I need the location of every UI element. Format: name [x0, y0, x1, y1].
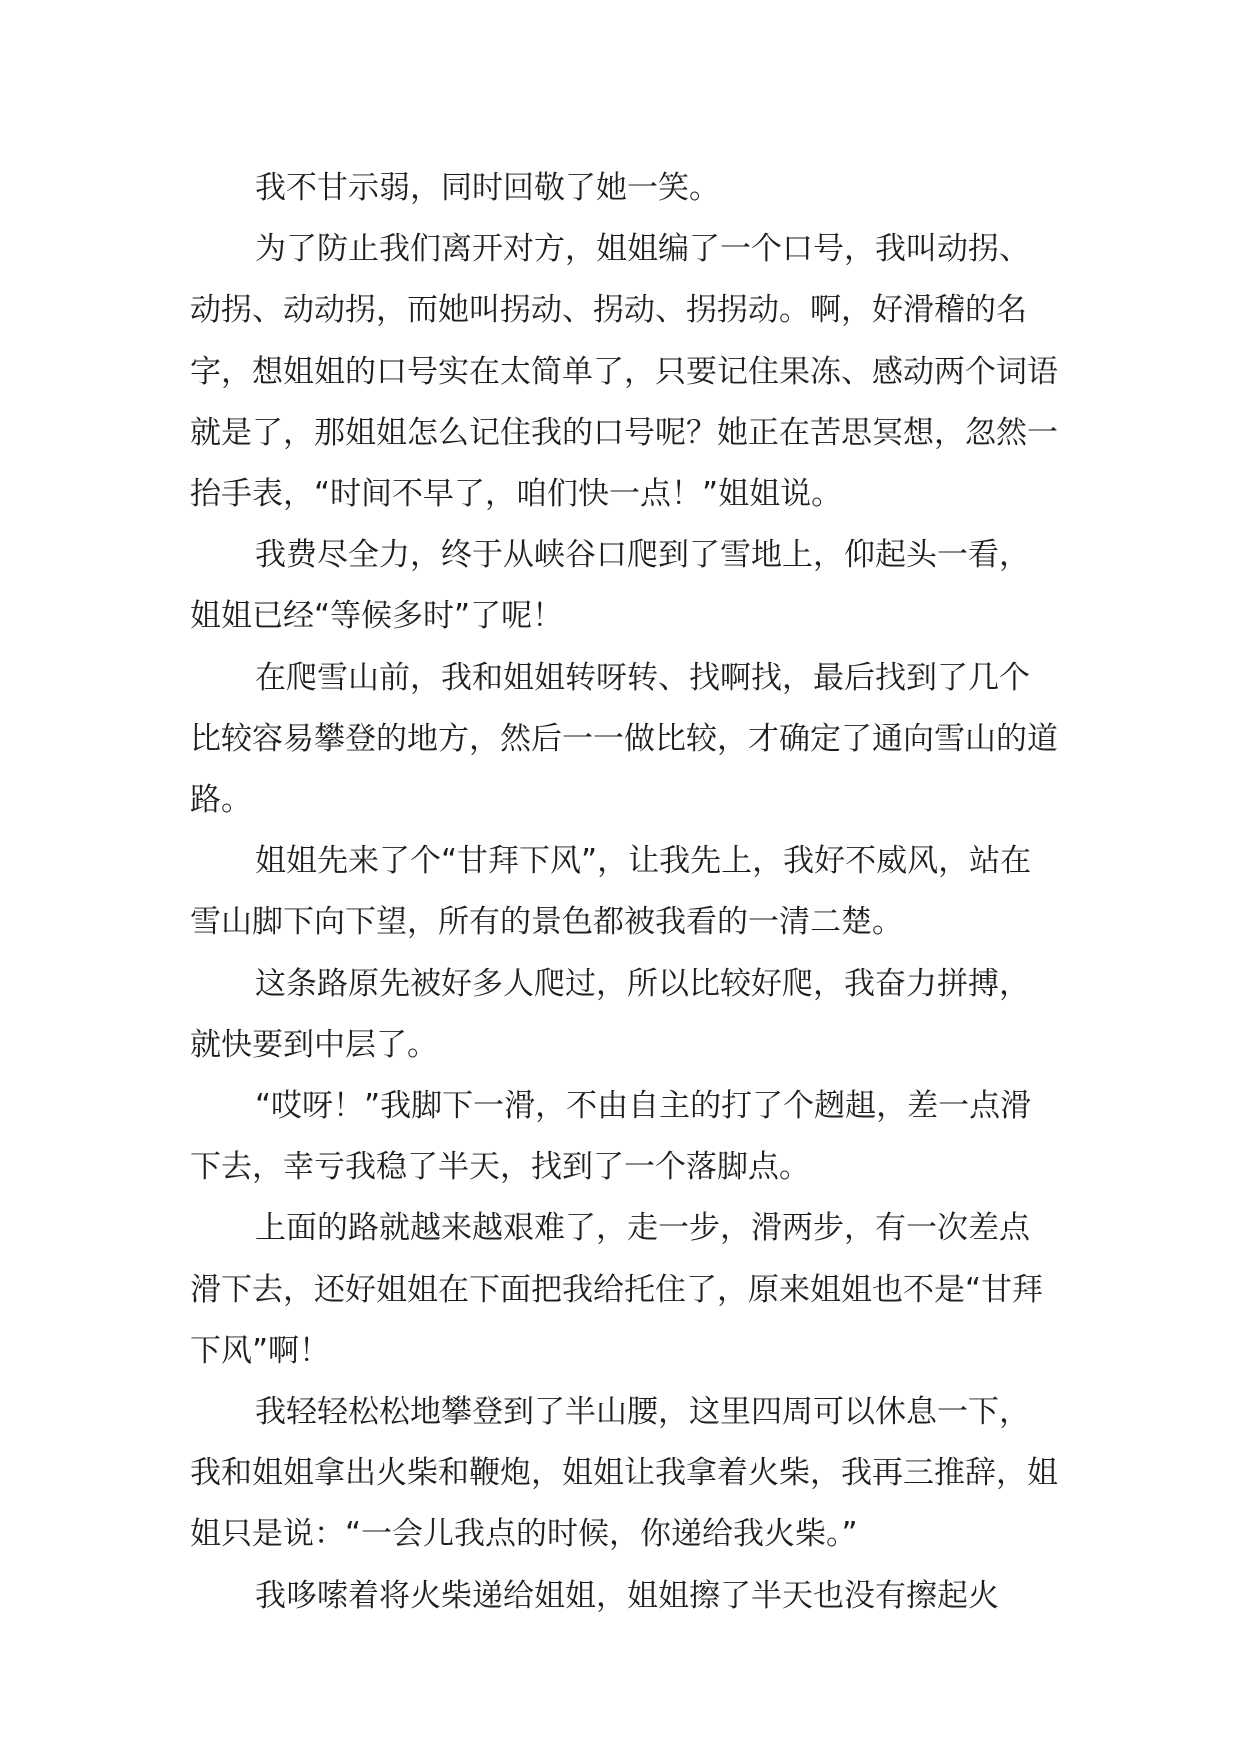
paragraph-5: 姐姐先来了个“甘拜下风”，让我先上，我好不威风，站在雪山脚下向下望，所有的景色都被我看的一清二楚。 — [190, 843, 1032, 941]
paragraph-7: “哎呀！”我脚下一滑，不由自主的打了个趔趄，差一点滑下去，幸亏我稳了半天，找到了一个落脚点。 — [190, 1088, 1032, 1186]
paragraph-1: 我不甘示弱，同时回敬了她一笑。 — [255, 170, 720, 206]
paragraph-6: 这条路原先被好多人爬过，所以比较好爬，我奋力拼搏，就快要到中层了。 — [190, 965, 1030, 1063]
body-text — [190, 158, 1060, 1627]
paragraph-4: 在爬雪山前，我和姐姐转呀转、找啊找，最后找到了几个比较容易攀登的地方，然后一一做比较，才确定了通向雪山的道路。 — [190, 659, 1058, 819]
paragraph-2: 为了防止我们离开对方，姐姐编了一个口号，我叫动拐、动拐、动动拐，而她叫拐动、拐动、拐拐动。啊，好滑稽的名字，想姐姐的口号实在太简单了，只要记住果冻、感动两个词语就是了，那姐姐怎么记住我的口号呢？她正在苦思冥想，忽然一抬手表，“时间不早了，咱们快一点！”姐姐说。 — [190, 231, 1058, 513]
paragraph-9: 我轻轻松松地攀登到了半山腰，这里四周可以休息一下，我和姐姐拿出火柴和鞭炮，姐姐让我拿着火柴，我再三推辞，姐姐只是说：“一会儿我点的时候，你递给我火柴。” — [190, 1394, 1058, 1553]
paragraph-10: 我哆嗦着将火柴递给姐姐，姐姐擦了半天也没有擦起火 — [255, 1577, 999, 1614]
paragraph-3: 我费尽全力，终于从峡谷口爬到了雪地上，仰起头一看，姐姐已经“等候多时”了呢！ — [190, 537, 1030, 635]
paragraph-8: 上面的路就越来越艰难了，走一步，滑两步，有一次差点滑下去，还好姐姐在下面把我给托住了，原来姐姐也不是“甘拜下风”啊！ — [190, 1210, 1044, 1369]
